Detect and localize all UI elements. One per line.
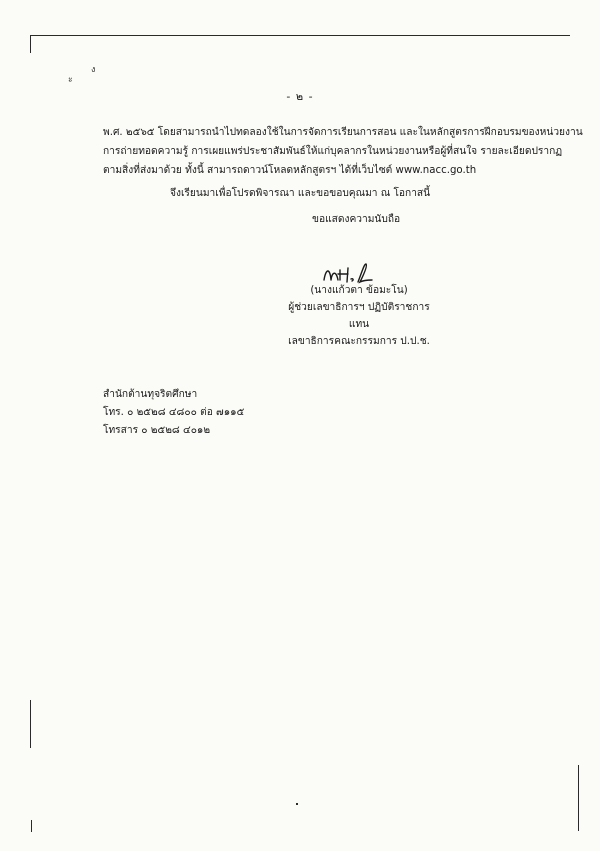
- scan-left-mark: [30, 700, 31, 748]
- scan-right-border: [578, 765, 579, 831]
- paragraph-line: ตามสิ่งที่ส่งมาด้วย ทั้งนี้ สามารถดาวน์โหลดหลักสูตรฯ ได้ที่เว็บไซต์ www.nacc.go.th: [103, 165, 477, 176]
- scan-left-mark-bottom: [31, 820, 32, 832]
- scan-bottom-dot: [296, 803, 298, 805]
- office-name: สำนักต้านทุจริตศึกษา: [103, 389, 198, 400]
- office-contact: [103, 386, 244, 440]
- request-line: จึงเรียนมาเพื่อโปรดพิจารณา และขอขอบคุณมา ณ โอกาสนี้: [170, 188, 431, 199]
- paragraph-line: พ.ศ. ๒๕๖๕ โดยสามารถนำไปทดลองใช้ในการจัดการเรียนการสอน และในหลักสูตรการฝึกอบรมของหน่วยงาน: [103, 127, 583, 138]
- closing: ขอแสดงความนับถือ: [312, 214, 401, 225]
- signatory-position: ผู้ช่วยเลขาธิการฯ ปฏิบัติราชการแทน: [288, 302, 430, 330]
- signatory-position: เลขาธิการคณะกรรมการ ป.ป.ช.: [288, 336, 430, 347]
- margin-mark: ะ: [68, 75, 73, 85]
- page-number: - ๒ -: [286, 90, 314, 103]
- office-phone: โทร. ๐ ๒๕๒๘ ๔๘๐๐ ต่อ ๗๑๑๕: [103, 407, 245, 418]
- scan-top-border: [30, 35, 570, 36]
- paragraph-line: การถ่ายทอดความรู้ การเผยแพร่ประชาสัมพันธ์ให้แก่บุคลากรในหน่วยงานหรือผู้ที่สนใจ รายละเอียดปรากฏ: [103, 146, 563, 157]
- office-fax: โทรสาร ๐ ๒๕๒๘ ๔๐๑๒: [103, 425, 211, 436]
- margin-mark: ง: [91, 65, 96, 75]
- signatory-name: (นางแก้วตา ข้อมะโน): [310, 285, 408, 296]
- scan-left-border: [30, 35, 31, 53]
- signatory-block: [284, 282, 434, 350]
